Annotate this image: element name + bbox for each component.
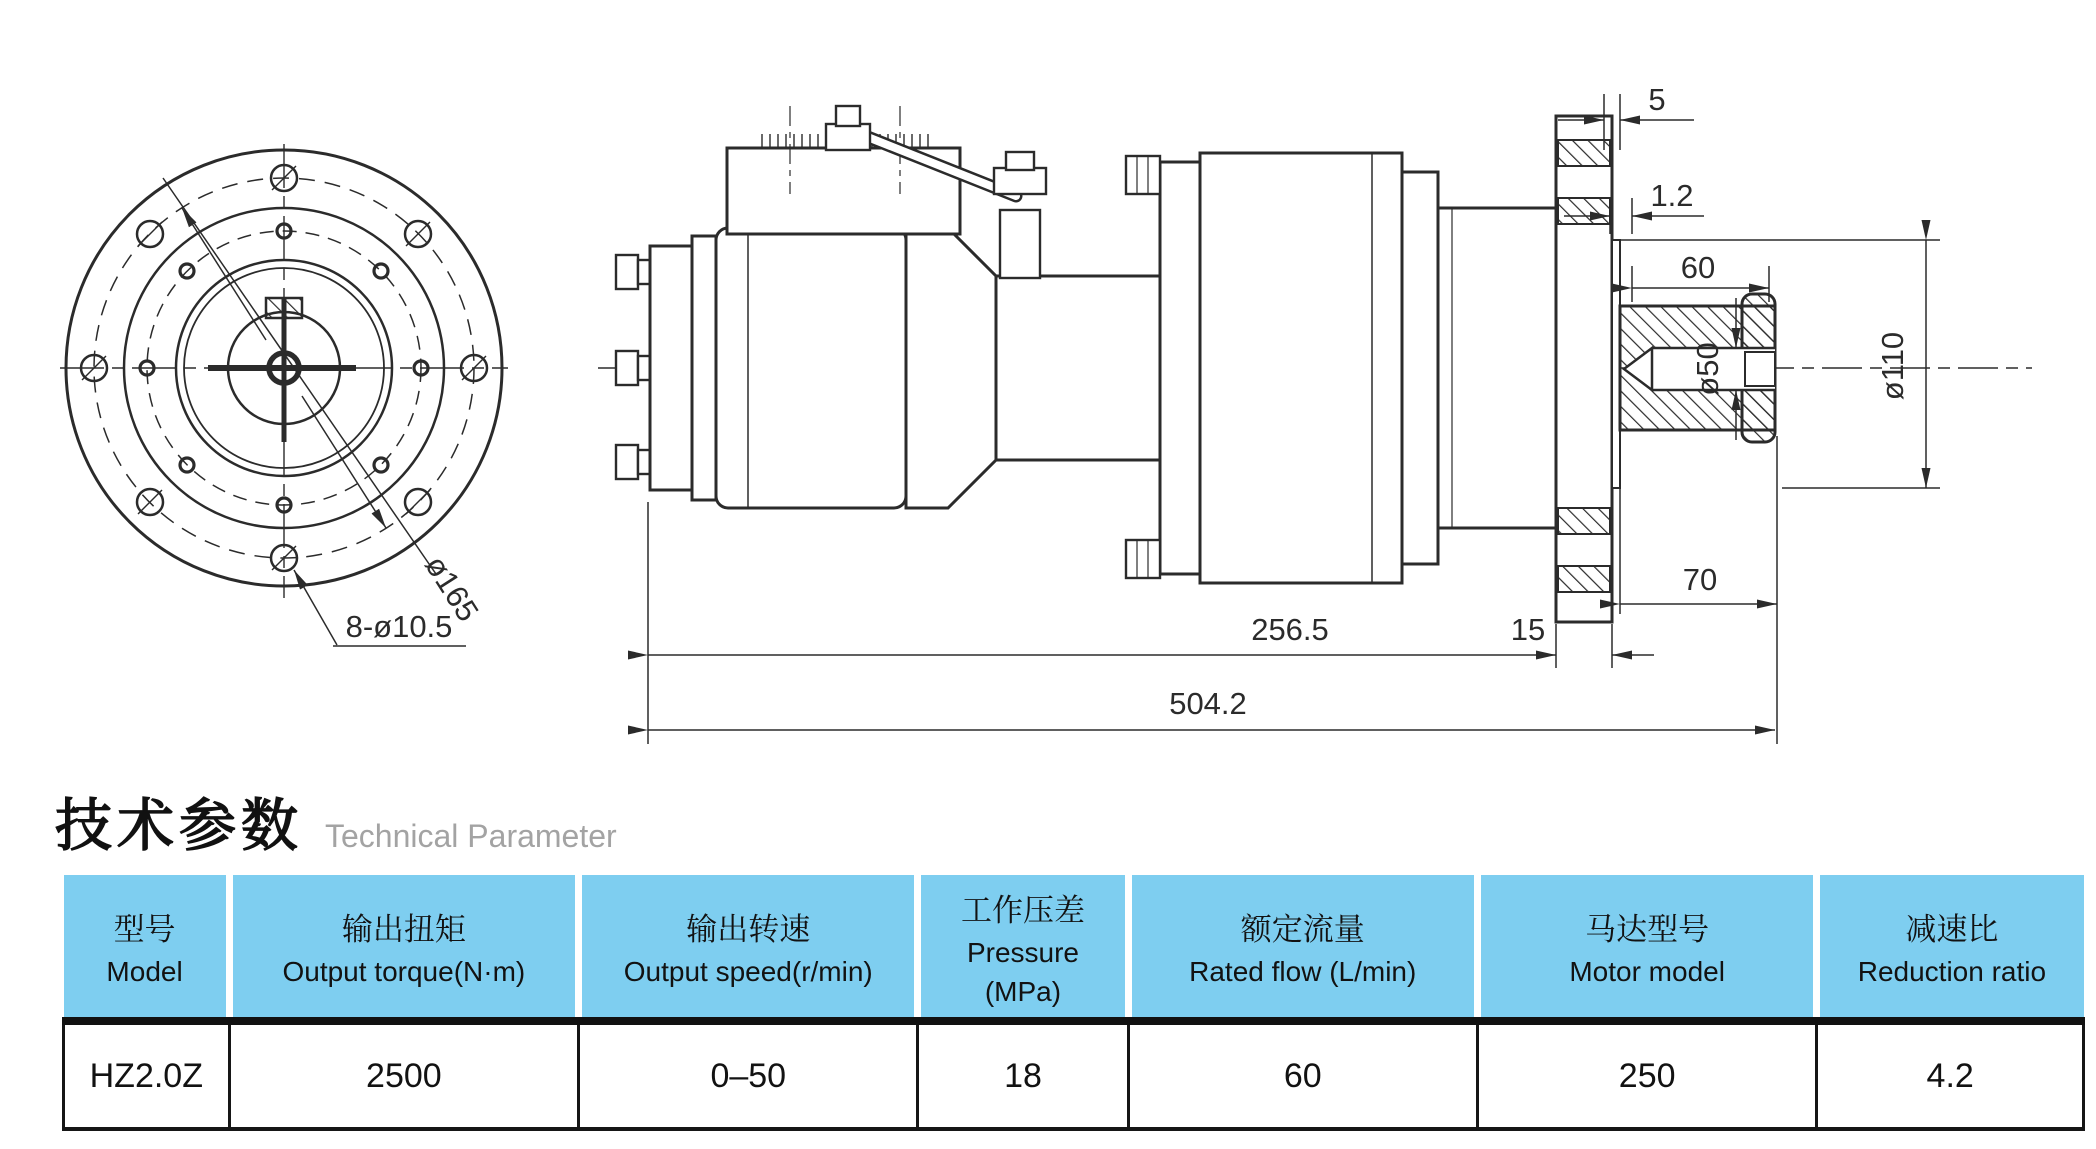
section-title-cn: 技术参数: [55, 794, 303, 858]
motor-body: [716, 228, 906, 508]
mounting-flange: [1556, 116, 1612, 622]
side-view: [598, 82, 2032, 744]
col-header-output-torque: 输出扭矩 Output torque(N·m): [229, 875, 578, 1021]
gearbox-nose: [1438, 208, 1558, 528]
motor-rear-plate: [692, 236, 716, 500]
dim-shaft-end-label: 70: [1682, 562, 1718, 597]
cell-motor-model: 250: [1477, 1021, 1816, 1129]
cell-output-speed: 0–50: [579, 1021, 918, 1129]
dim-total-length-label: 504.2: [1169, 686, 1247, 721]
col-header-model: 型号 Model: [64, 875, 230, 1021]
dim-body-length-label: 256.5: [1251, 612, 1329, 647]
col-header-rated-flow: 额定流量 Rated flow (L/min): [1128, 875, 1477, 1021]
section-title-en: Technical Parameter: [325, 818, 617, 854]
header-row: [64, 875, 2084, 1021]
motor-rear-cap: [650, 246, 692, 490]
motor-reducer-cone: [906, 228, 996, 508]
coupling-neck: [996, 276, 1160, 460]
dim-hub-diameter-label: ø110: [1875, 331, 1910, 401]
dim-spigot-label: 5: [1648, 82, 1666, 117]
neck-boss-bolt: [994, 152, 1046, 194]
front-view: [60, 144, 508, 646]
motor-rear-bolts: [616, 255, 652, 479]
parameter-table: [62, 875, 2085, 1131]
neck-boss: [1000, 210, 1040, 278]
cell-model: HZ2.0Z: [64, 1021, 230, 1129]
ring-bolt-bottom: [1126, 540, 1160, 578]
valve-center-bolt: [826, 106, 870, 150]
dim-bolt-circle: [163, 178, 436, 574]
cell-output-torque: 2500: [229, 1021, 578, 1129]
dim-gap-label: 1.2: [1650, 178, 1694, 213]
col-header-reduction-ratio: 减速比 Reduction ratio: [1817, 875, 2084, 1021]
dim-flange-thickness-label: 15: [1510, 612, 1546, 647]
dim-bore-label: ø50: [1690, 342, 1725, 396]
col-header-pressure: 工作压差 Pressure (MPa): [918, 875, 1128, 1021]
data-row: [64, 1021, 2084, 1129]
cell-pressure: 18: [918, 1021, 1128, 1129]
col-header-motor-model: 马达型号 Motor model: [1477, 875, 1816, 1021]
cell-reduction-ratio: 4.2: [1817, 1021, 2084, 1129]
section-heading: [55, 780, 617, 862]
cell-rated-flow: 60: [1128, 1021, 1477, 1129]
keyway: [266, 298, 302, 318]
ring-bolt-top: [1126, 156, 1160, 194]
col-header-output-speed: 输出转速 Output speed(r/min): [579, 875, 918, 1021]
dim-holes-label: 8-ø10.5: [345, 609, 453, 644]
dim-hub-length-label: 60: [1680, 250, 1716, 285]
gearbox-left-ring: [1160, 162, 1200, 574]
gearbox-end-cap: [1402, 172, 1438, 564]
dim-bolt-circle-label: ø165: [418, 549, 486, 628]
